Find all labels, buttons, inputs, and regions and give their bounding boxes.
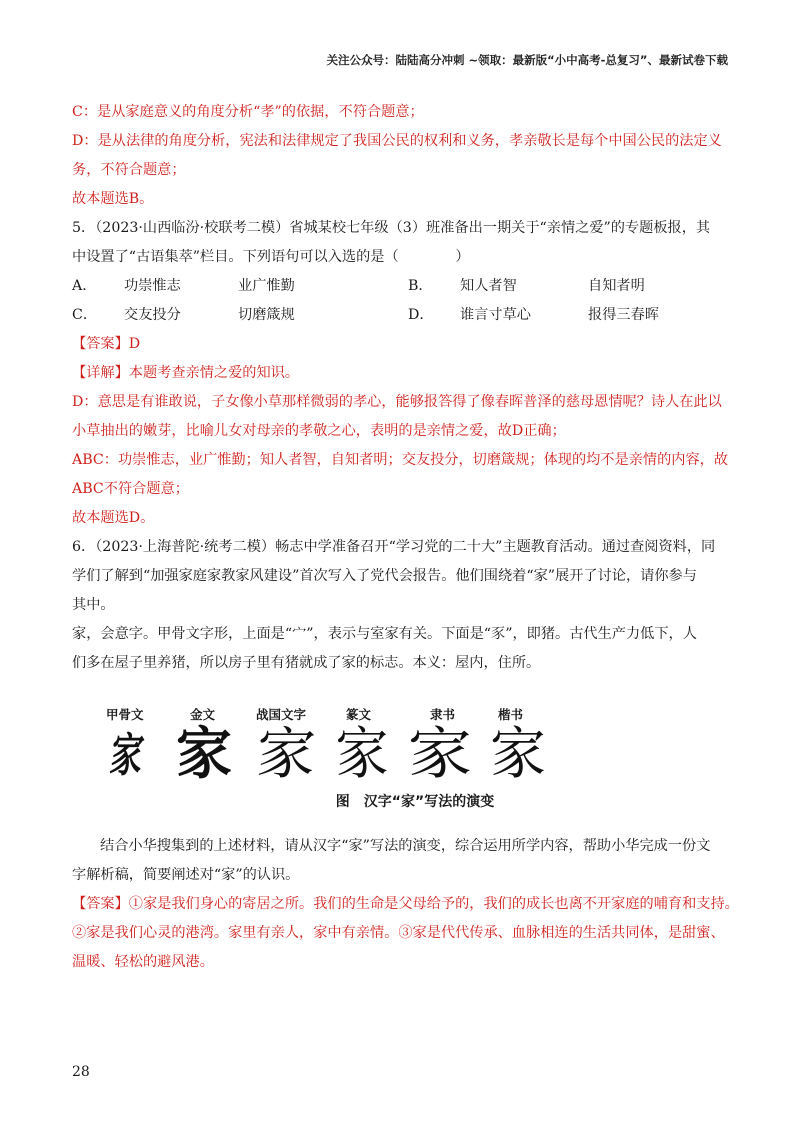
prev-conclusion: 故本题选B。 xyxy=(72,191,154,207)
option-letter: A． xyxy=(72,278,97,294)
figure-caption: 图 汉字“家”写法的演变 xyxy=(335,794,495,810)
prev-option-d-explanation-2: 务，不符合题意； xyxy=(72,162,186,178)
label-oracle-bone: 甲骨文 xyxy=(106,707,144,722)
q6-stem-3: 其中。 xyxy=(72,597,115,613)
q5-stem-2: 中设置了“古语集萃”栏目。下列语句可以入选的是（ ） xyxy=(72,249,470,265)
glyph-regular: 家 xyxy=(490,722,546,787)
option-letter: C． xyxy=(72,307,98,323)
option-text-b: 自知者明 xyxy=(588,278,645,294)
q5-option-a xyxy=(72,272,408,301)
q6-answer-2: ②家是我们心灵的港湾。家里有亲人，家中有亲情。③家是代代传承、血脉相连的生活共同体，是甜蜜、 xyxy=(72,925,725,941)
q6-stem-2: 学们了解到“加强家庭家教家风建设”首次写入了党代会报告。他们围绕着“家”展开了讨论，请你参与 xyxy=(72,568,697,584)
q5-d-explanation-2: 小草抽出的嫩芽，比喻儿女对母亲的孝敬之心，表明的是亲情之爱，故D正确； xyxy=(72,423,566,439)
q5-d-explanation-1: D：意思是有谁敢说，子女像小草那样微弱的孝心，能够报答得了像春晖普泽的慈母恩情呢？诗人在此以 xyxy=(72,394,722,410)
q5-option-d xyxy=(408,301,758,330)
glyph-seal: 家 xyxy=(335,722,389,787)
q5-conclusion: 故本题选D。 xyxy=(72,510,155,526)
q5-options-row-2 xyxy=(72,301,728,330)
q5-abc-explanation-2: ABC不符合题意； xyxy=(72,481,189,497)
figure-labels xyxy=(72,700,728,720)
label-clerical: 隶书 xyxy=(430,707,456,722)
content-area xyxy=(72,98,739,977)
option-text-a: 知人者智 xyxy=(460,278,517,294)
q5-analysis: 【详解】本题考查亲情之爱的知识。 xyxy=(72,365,300,381)
option-text-b: 切磨箴规 xyxy=(238,307,295,323)
option-text-b: 报得三春晖 xyxy=(588,307,659,323)
glyph-clerical: 家 xyxy=(407,722,473,787)
figure-glyphs xyxy=(72,722,728,788)
option-text-a: 功崇惟志 xyxy=(124,278,181,294)
option-letter: B． xyxy=(408,278,433,294)
option-letter: D． xyxy=(408,307,434,323)
q6-answer-1: 【答案】①家是我们身心的寄居之所。我们的生命是父母给予的，我们的成长也离不开家庭的哺育和支持。 xyxy=(72,896,739,912)
character-evolution-figure xyxy=(72,700,728,812)
label-bronze: 金文 xyxy=(190,707,216,722)
glyph-bronze: 家 xyxy=(176,722,232,787)
q5-answer: 【答案】D xyxy=(72,336,141,352)
q6-task-2: 字解析稿，简要阐述对“家”的认识。 xyxy=(72,867,300,883)
q6-answer-3: 温暖、轻松的避风港。 xyxy=(72,954,214,970)
q5-options-row-1 xyxy=(72,272,728,301)
q6-material-2: 们多在屋子里养猪，所以房子里有猪就成了家的标志。本义：屋内，住所。 xyxy=(72,655,541,671)
q5-option-b xyxy=(408,272,758,301)
label-warring-states: 战国文字 xyxy=(256,707,307,722)
prev-option-d-explanation-1: D：是从法律的角度分析，宪法和法律规定了我国公民的权利和义务，孝亲敬长是每个中国公民的法定义 xyxy=(72,133,722,149)
q5-option-c xyxy=(72,301,408,330)
option-text-a: 谁言寸草心 xyxy=(460,307,531,323)
q5-abc-explanation-1: ABC：功崇惟志，业广惟勤；知人者智，自知者明；交友投分，切磨箴规；体现的均不是亲情的内容，故 xyxy=(72,452,729,468)
header-note: 关注公众号：陆陆高分冲刺 ~领取：最新版“小中高考-总复习”、最新试卷下载 xyxy=(326,53,728,67)
prev-option-c-explanation: C：是从家庭意义的角度分析“孝”的依据，不符合题意； xyxy=(72,104,424,120)
option-text-a: 交友投分 xyxy=(124,307,181,323)
q5-stem-1: 5．（2023·山西临汾·校联考二模）省城某校七年级（3）班准备出一期关于“亲情之爱”的专题板报，其 xyxy=(72,220,711,236)
label-regular: 楷书 xyxy=(498,707,524,722)
q6-material-1: 家，会意字。甲骨文字形，上面是“宀”，表示与室家有关。下面是“豕”，即猪。古代生产力低下，人 xyxy=(72,626,697,642)
q6-task-1: 结合小华搜集到的上述材料，请从汉字“家”写法的演变，综合运用所学内容，帮助小华完成一份文 xyxy=(100,838,711,854)
q6-stem-1: 6．（2023·上海普陀·统考二模）畅志中学准备召开“学习党的二十大”主题教育活动。通过查阅资料，同 xyxy=(72,539,716,555)
page-number: 28 xyxy=(72,1064,90,1080)
glyph-warring-states: 家 xyxy=(254,722,318,787)
label-seal: 篆文 xyxy=(346,707,372,722)
option-text-b: 业广惟勤 xyxy=(238,278,295,294)
glyph-oracle-bone: 家 xyxy=(107,728,147,782)
